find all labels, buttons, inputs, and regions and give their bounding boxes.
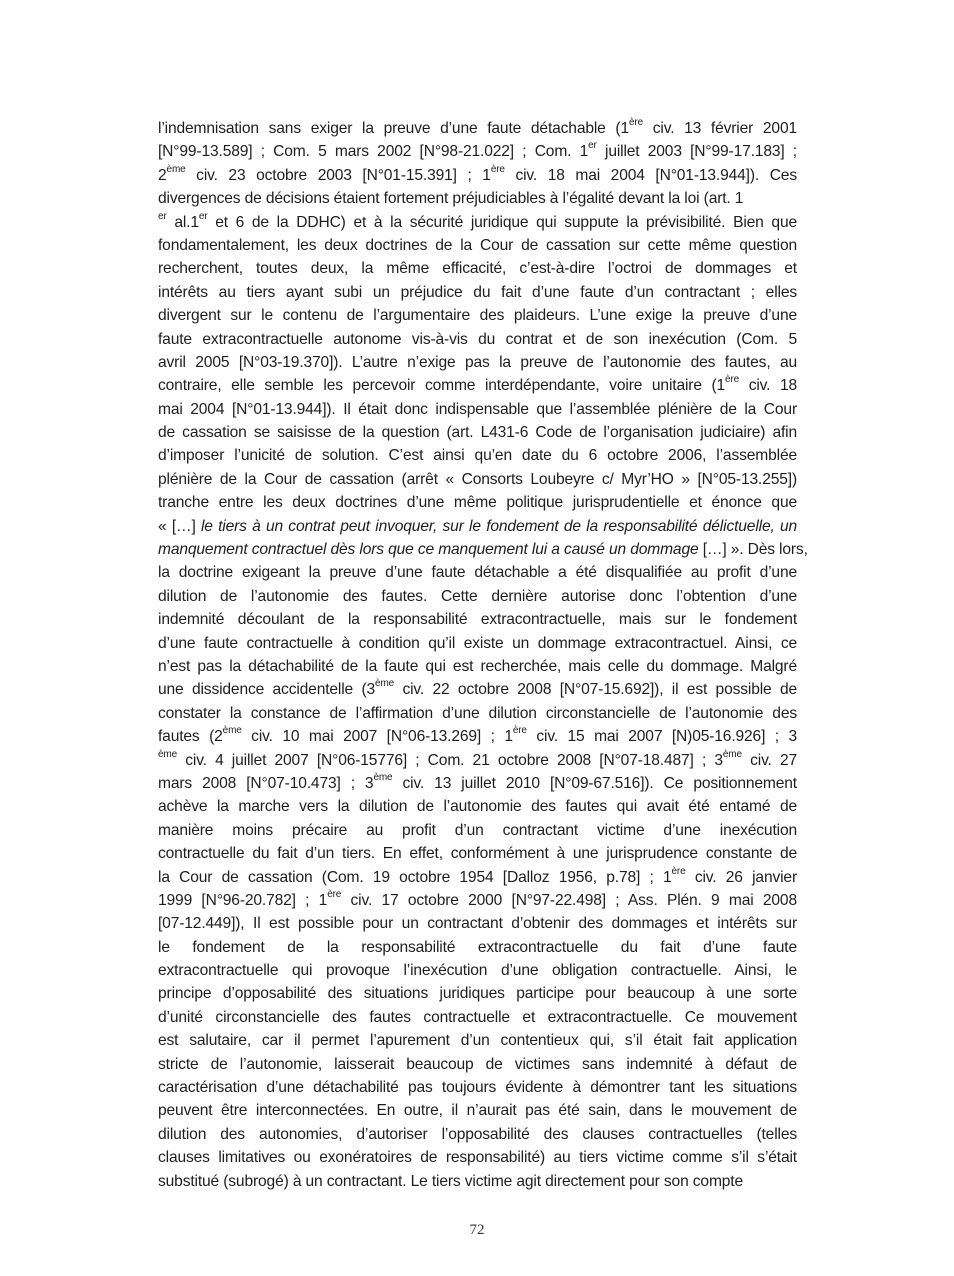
text-segment: al.1 — [166, 213, 199, 231]
text-line — [158, 1146, 797, 1169]
text-segment: contraire, elle semble les percevoir comme interdépendante, voire unitaire (1 — [158, 377, 726, 395]
text-line — [158, 678, 797, 701]
text-segment: civ. 26 janvier — [685, 868, 797, 886]
text-segment: caractérisation d’une détachabilité pas toujours évidente à démontrer tant les situations — [158, 1079, 797, 1097]
superscript: ère — [490, 163, 505, 175]
text-line — [158, 1029, 797, 1052]
text-segment: intérêts au tiers ayant subi un préjudice du fait d’une faute d’un contractant ; elles — [158, 283, 797, 301]
text-line — [158, 187, 797, 210]
text-segment: civ. 10 mai 2007 [N°06-13.269] ; 1 — [241, 728, 513, 746]
text-segment: civ. 27 — [741, 751, 797, 769]
text-segment: le fondement de la responsabilité extracontractuelle du fait d’une faute — [158, 938, 797, 956]
text-line — [158, 1099, 797, 1122]
text-line — [158, 1123, 797, 1146]
text-line — [158, 772, 797, 795]
text-segment: stricte de l’autonomie, laisserait beaucoup de victimes sans indemnité à défaut de — [158, 1055, 797, 1073]
text-segment: une dissidence accidentelle (3 — [158, 681, 376, 699]
text-line — [158, 959, 797, 982]
text-segment: 1999 [N°96-20.782] ; 1 — [158, 891, 328, 909]
text-line — [158, 912, 797, 935]
text-segment: d’une faute contractuelle à condition qu’il existe un dommage extracontractuel. Ainsi, ce — [158, 634, 797, 652]
text-segment: est salutaire, car il permet l’apurement d’un contentieux qui, s’il était fait application — [158, 1032, 797, 1050]
text-segment: la Cour de cassation (Com. 19 octobre 1954 [Dalloz 1956, p.78] ; 1 — [158, 868, 672, 886]
text-line — [158, 538, 808, 561]
text-line — [158, 632, 797, 655]
text-line — [158, 468, 797, 491]
text-line — [158, 374, 797, 397]
superscript: ère — [671, 865, 686, 877]
text-line — [158, 866, 797, 889]
text-line — [158, 328, 797, 351]
text-segment: civ. 4 juillet 2007 [N°06-15776] ; Com. 21 octobre 2008 [N°07-18.487] ; 3 — [177, 751, 723, 769]
superscript: ème — [373, 771, 393, 783]
text-line — [158, 1170, 797, 1193]
text-segment: divergent sur le contenu de l’argumentaire des plaideurs. L’une exige la preuve d’une — [158, 307, 797, 325]
text-segment: civ. 18 — [739, 377, 797, 395]
text-segment: dilution de l’autonomie des fautes. Cette dernière autorise donc l’obtention d’une — [158, 587, 797, 605]
text-segment: la doctrine exigeant la preuve d’une faute détachable a été disqualifiée au profit d’une — [158, 564, 797, 582]
text-line — [158, 281, 797, 304]
text-segment: civ. 13 juillet 2010 [N°09-67.516]). Ce positionnement — [392, 774, 797, 792]
superscript: ème — [158, 748, 178, 760]
italic-quote: manquement contractuel dès lors que ce manquement lui a causé un dommage — [158, 541, 699, 559]
text-segment: l’indemnisation sans exiger la preuve d’une faute détachable (1 — [158, 120, 629, 137]
text-segment: « […] — [158, 517, 201, 535]
text-segment: divergences de décisions étaient fortement préjudiciables à l’égalité devant la loi (art. 1 — [158, 190, 744, 208]
text-line — [158, 725, 797, 748]
text-segment: faute extracontractuelle autonome vis-à-vis du contrat et de son inexécution (Com. 5 — [158, 330, 797, 348]
text-line — [158, 795, 797, 818]
text-segment: juillet 2003 [N°99-17.183] ; — [596, 143, 797, 161]
text-segment: achève la marche vers la dilution de l’autonomie des fautes qui avait été entamé de — [158, 798, 797, 816]
text-line — [158, 234, 797, 257]
superscript: ème — [166, 163, 186, 175]
superscript: er — [158, 210, 167, 222]
text-line — [158, 982, 797, 1005]
superscript: ère — [327, 888, 342, 900]
text-line — [158, 491, 797, 514]
text-line — [158, 655, 797, 678]
text-segment: tranche entre les deux doctrines d’une même politique jurisprudentielle et énonce que — [158, 494, 797, 512]
text-segment: constater la constance de l’affirmation d’une dilution circonstancielle de l’autonomie des — [158, 704, 797, 722]
body-text — [158, 117, 808, 1193]
text-segment: civ. 13 février 2001 — [643, 120, 797, 137]
text-line — [158, 889, 797, 912]
text-line — [158, 585, 797, 608]
text-segment: dilution des autonomies, d’autoriser l’opposabilité des clauses contractuelles (telles — [158, 1125, 797, 1143]
text-line — [158, 936, 797, 959]
text-line — [158, 257, 797, 280]
text-line — [158, 398, 797, 421]
text-segment: contractuelle du fait d’un tiers. En effet, conformément à une jurisprudence constante de — [158, 845, 797, 863]
text-line — [158, 140, 797, 163]
superscript: ème — [222, 725, 242, 737]
text-segment: n’est pas la détachabilité de la faute qui est recherchée, mais celle du dommage. Malgré — [158, 657, 797, 675]
text-line — [158, 351, 797, 374]
text-line — [158, 1006, 797, 1029]
text-line — [158, 164, 797, 187]
text-line — [158, 1053, 797, 1076]
text-line — [158, 608, 797, 631]
text-segment: fondamentalement, les deux doctrines de la Cour de cassation sur cette même question — [158, 236, 797, 254]
text-line — [158, 211, 797, 234]
text-segment: civ. 15 mai 2007 [N)05-16.926] ; 3 — [526, 728, 797, 746]
italic-quote: le tiers à un contrat peut invoquer, sur le fondement de la responsabilité délictuelle, un — [200, 517, 797, 535]
text-segment: d’unité circonstancielle des fautes contractuelle et extracontractuelle. Ce mouvement — [158, 1008, 797, 1026]
text-segment: civ. 23 octobre 2003 [N°01-15.391] ; 1 — [185, 166, 491, 184]
text-segment: de cassation se saisisse de la question (art. L431-6 Code de l’organisation judiciaire) afin — [158, 424, 797, 442]
text-segment: mai 2004 [N°01-13.944]). Il était donc indispensable que l’assemblée plénière de la Cour — [158, 400, 797, 418]
text-segment: indemnité découlant de la responsabilité extracontractuelle, mais sur le fondement — [158, 611, 797, 629]
superscript: ère — [629, 117, 644, 128]
text-segment: civ. 22 octobre 2008 [N°07-15.692]), il est possible de — [394, 681, 797, 699]
text-segment: avril 2005 [N°03-19.370]). L’autre n’exige pas la preuve de l’autonomie des fautes, au — [158, 353, 797, 371]
superscript: ère — [725, 374, 740, 386]
text-line — [158, 1076, 797, 1099]
text-line — [158, 561, 797, 584]
text-line — [158, 515, 797, 538]
superscript: ème — [722, 748, 742, 760]
text-segment: extracontractuelle qui provoque l’inexécution d’une obligation contractuelle. Ainsi, le — [158, 962, 797, 980]
text-segment: d’imposer l’unicité de solution. C’est ainsi qu’en date du 6 octobre 2006, l’assemblée — [158, 447, 797, 465]
superscript: ème — [375, 678, 395, 690]
text-segment: peuvent être interconnectées. En outre, il n’aurait pas été sain, dans le mouvement de — [158, 1102, 797, 1120]
text-segment: recherchent, toutes deux, la même efficacité, c’est-à-dire l’octroi de dommages et — [158, 260, 797, 278]
text-segment: mars 2008 [N°07-10.473] ; 3 — [158, 774, 374, 792]
text-segment: et 6 de la DDHC) et à la sécurité juridique qui suppute la prévisibilité. Bien que — [207, 213, 797, 231]
text-line — [158, 117, 797, 140]
text-segment: [07-12.449]), Il est possible pour un contractant d’obtenir des dommages et intérêts sur — [158, 915, 797, 933]
superscript: er — [588, 140, 597, 152]
text-line — [158, 444, 797, 467]
text-segment: 2 — [158, 166, 167, 184]
text-line — [158, 702, 797, 725]
text-line — [158, 749, 797, 772]
text-line — [158, 842, 797, 865]
text-segment: [N°99-13.589] ; Com. 5 mars 2002 [N°98-21.022] ; Com. 1 — [158, 143, 589, 161]
text-segment: manière moins précaire au profit d’un contractant victime d’une inexécution — [158, 821, 797, 839]
page-number: 72 — [469, 1222, 485, 1238]
text-segment: clauses limitatives ou exonératoires de responsabilité) au tiers victime comme s’il s’était — [158, 1149, 797, 1167]
superscript: ère — [512, 725, 527, 737]
text-segment: substitué (subrogé) à un contractant. Le tiers victime agit directement pour son compte — [158, 1172, 744, 1190]
text-segment: civ. 17 octobre 2000 [N°97-22.498] ; Ass. Plén. 9 mai 2008 — [341, 891, 797, 909]
text-line — [158, 304, 797, 327]
text-segment: plénière de la Cour de cassation (arrêt « Consorts Loubeyre c/ Myr’HO » [N°05-13.255]) — [158, 470, 797, 488]
text-segment: […] ». Dès lors, — [698, 541, 808, 559]
text-segment: principe d’opposabilité des situations juridiques participe pour beaucoup à une sorte — [158, 985, 797, 1003]
text-segment: fautes (2 — [158, 728, 223, 746]
text-segment: civ. 18 mai 2004 [N°01-13.944]). Ces — [504, 166, 797, 184]
superscript: er — [198, 210, 208, 222]
text-line — [158, 819, 797, 842]
text-line — [158, 421, 797, 444]
